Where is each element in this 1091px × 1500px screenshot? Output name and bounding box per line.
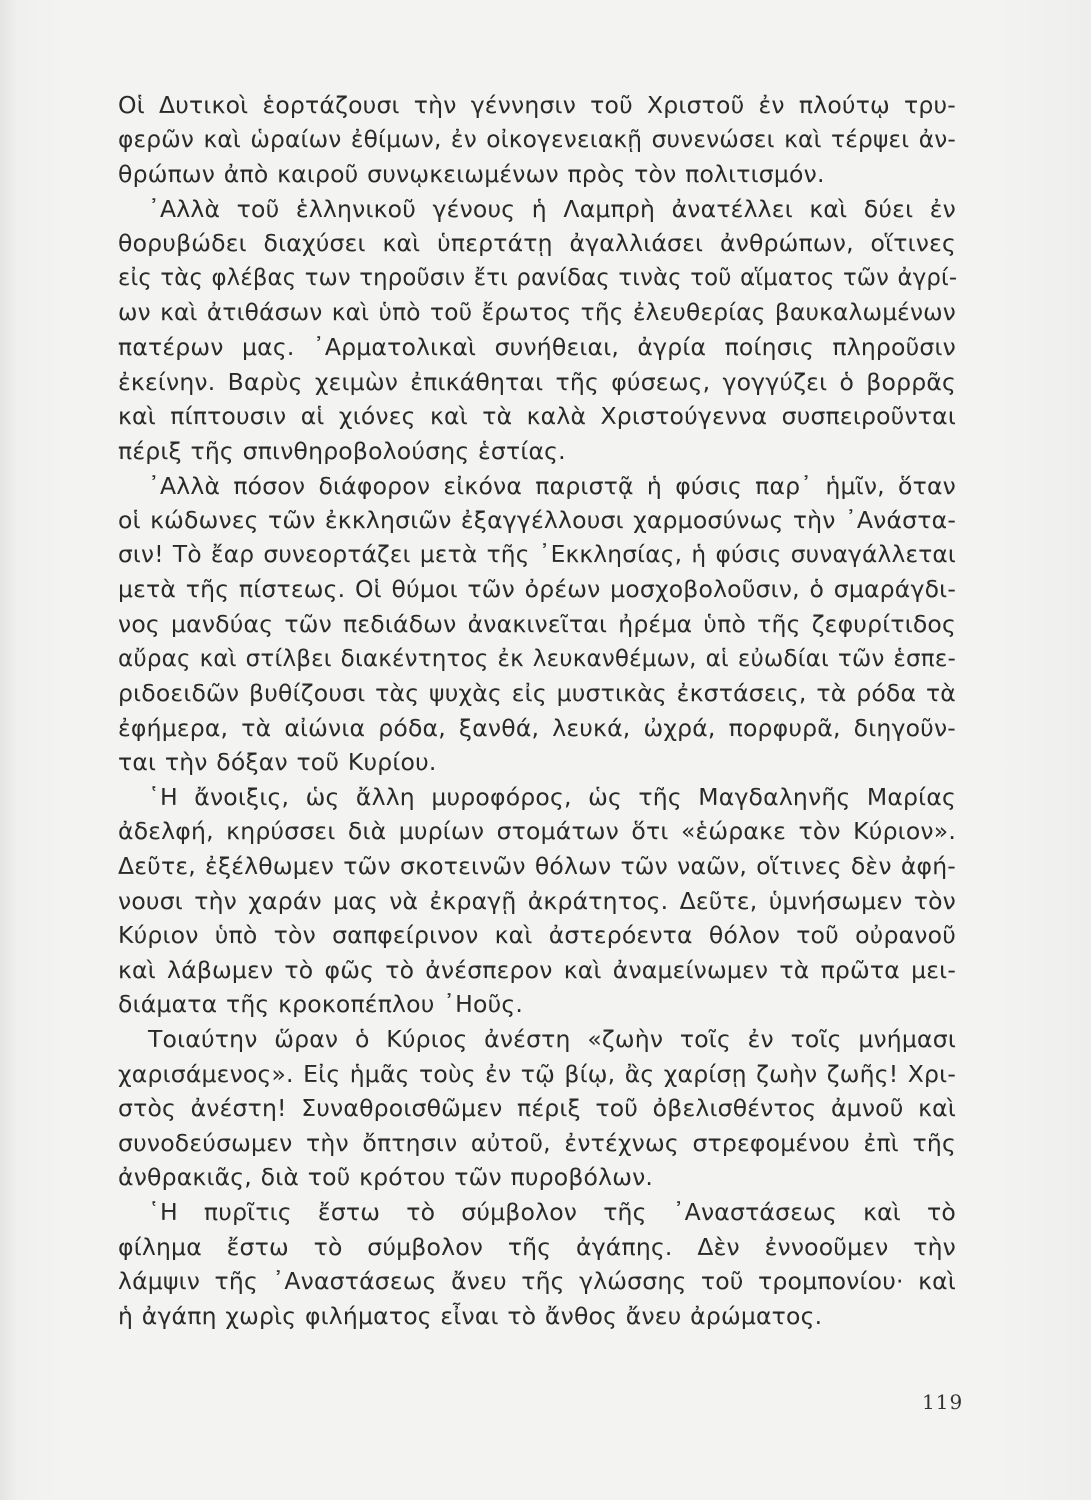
text-line: καὶ λάβωμεν τὸ φῶς τὸ ἀνέσπερον καὶ ἀναμείνωμεν τὰ πρῶτα μει- (118, 955, 956, 984)
text-line: λάμψιν τῆς ᾿Αναστάσεως ἄνευ τῆς γλώσσης τοῦ τρομπονίου· καὶ (118, 1267, 956, 1296)
text-line: στὸς ἀνέστη! Συναθροισθῶμεν πέριξ τοῦ ὀβελισθέντος ἀμνοῦ καὶ (118, 1094, 956, 1123)
text-line: νουσι τὴν χαράν μας νὰ ἐκραγῇ ἀκράτητος. Δεῦτε, ὑμνήσωμεν τὸν (118, 886, 956, 915)
text-line: Τοιαύτην ὥραν ὁ Κύριος ἀνέστη «ζωὴν τοῖς ἐν τοῖς μνήμασι (148, 1025, 956, 1054)
text-line: διάματα τῆς κροκοπέπλου ᾿Ηοῦς. (118, 990, 524, 1019)
text-line: θορυβώδει διαχύσει καὶ ὑπερτάτῃ ἀγαλλιάσει ἀνθρώπων, οἵτινες (118, 229, 956, 258)
text-line: ἡ ἀγάπη χωρὶς φιλήματος εἶναι τὸ ἄνθος ἄνευ ἀρώματος. (118, 1301, 823, 1330)
text-line: μετὰ τῆς πίστεως. Οἱ θύμοι τῶν ὀρέων μοσχοβολοῦσιν, ὁ σμαράγδι- (118, 575, 956, 604)
text-line: καὶ πίπτουσιν αἱ χιόνες καὶ τὰ καλὰ Χριστούγεννα συσπειροῦνται (118, 402, 956, 431)
text-line: ἀδελφή, κηρύσσει διὰ μυρίων στομάτων ὅτι «ἑώρακε τὸν Κύριον». (118, 817, 956, 846)
text-line: ῾Η ἄνοιξις, ὡς ἄλλη μυροφόρος, ὡς τῆς Μαγδαληνῆς Μαρίας (148, 782, 956, 811)
text-line: ᾿Αλλὰ πόσον διάφορον εἰκόνα παριστᾷ ἡ φύσις παρ᾿ ἡμῖν, ὅταν (148, 471, 956, 500)
text-line: ἐκείνην. Βαρὺς χειμὼν ἐπικάθηται τῆς φύσεως, γογγύζει ὁ βορρᾶς (118, 367, 956, 396)
text-line: πατέρων μας. ᾿Αρματολικαὶ συνήθειαι, ἀγρία ποίησις πληροῦσιν (118, 333, 956, 362)
text-line: χαρισάμενος». Εἰς ἡμᾶς τοὺς ἐν τῷ βίῳ, ἂς χαρίσῃ ζωὴν ζωῆς! Χρι- (118, 1059, 956, 1088)
text-line: φίλημα ἔστω τὸ σύμβολον τῆς ἀγάπης. Δὲν ἐννοοῦμεν τὴν (118, 1232, 956, 1261)
text-line: εἰς τὰς φλέβας των τηροῦσιν ἔτι ρανίδας τινὰς τοῦ αἵματος τῶν ἀγρί- (118, 264, 958, 291)
text-line: ριδοειδῶν βυθίζουσι τὰς ψυχὰς εἰς μυστικὰς ἐκστάσεις, τὰ ρόδα τὰ (118, 679, 956, 708)
body-text (118, 88, 956, 1333)
text-line: θρώπων ἀπὸ καιροῦ συνῳκειωμένων πρὸς τὸν πολιτισμόν. (118, 160, 825, 189)
text-line: πέριξ τῆς σπινθηροβολούσης ἑστίας. (118, 436, 566, 465)
text-line: Οἱ Δυτικοὶ ἑορτάζουσι τὴν γέννησιν τοῦ Χριστοῦ ἐν πλούτῳ τρυ- (118, 91, 956, 119)
text-line: φερῶν καὶ ὡραίων ἐθίμων, ἐν οἰκογενειακῇ συνενώσει καὶ τέρψει ἀν- (118, 125, 956, 153)
text-line: νος μανδύας τῶν πεδιάδων ἀνακινεῖται ἠρέμα ὑπὸ τῆς ζεφυρίτιδος (118, 609, 956, 638)
text-line: ᾿Αλλὰ τοῦ ἑλληνικοῦ γένους ἡ Λαμπρὴ ἀνατέλλει καὶ δύει ἐν (148, 194, 956, 223)
text-line: αὔρας καὶ στίλβει διακέντητος ἐκ λευκανθέμων, αἱ εὐωδίαι τῶν ἑσπε- (118, 645, 956, 672)
text-line: συνοδεύσωμεν τὴν ὄπτησιν αὐτοῦ, ἐντέχνως στρεφομένου ἐπὶ τῆς (118, 1128, 956, 1157)
text-line: ῾Η πυρῖτις ἔστω τὸ σύμβολον τῆς ᾿Αναστάσεως καὶ τὸ (148, 1198, 956, 1226)
text-line: ἀνθρακιᾶς, διὰ τοῦ κρότου τῶν πυροβόλων. (118, 1163, 654, 1192)
text-line: ων καὶ ἀτιθάσων καὶ ὑπὸ τοῦ ἔρωτος τῆς ἐλευθερίας βαυκαλωμένων (118, 298, 956, 326)
page-number: 119 (922, 1390, 964, 1414)
text-line: ἐφήμερα, τὰ αἰώνια ρόδα, ξανθά, λευκά, ὠχρά, πορφυρᾶ, διηγοῦν- (118, 713, 956, 742)
text-line: Δεῦτε, ἐξέλθωμεν τῶν σκοτεινῶν θόλων τῶν ναῶν, οἵτινες δὲν ἀφή- (118, 852, 956, 881)
text-line: ται τὴν δόξαν τοῦ Κυρίου. (118, 748, 437, 777)
text-line: σιν! Τὸ ἔαρ συνεορτάζει μετὰ τῆς ᾿Εκκλησίας, ἡ φύσις συναγάλλεται (118, 540, 956, 568)
text-line: Κύριον ὑπὸ τὸν σαπφείρινον καὶ ἀστερόεντα θόλον τοῦ οὐρανοῦ (118, 921, 956, 950)
text-line: οἱ κώδωνες τῶν ἐκκλησιῶν ἐξαγγέλλουσι χαρμοσύνως τὴν ᾿Ανάστα- (118, 506, 956, 535)
